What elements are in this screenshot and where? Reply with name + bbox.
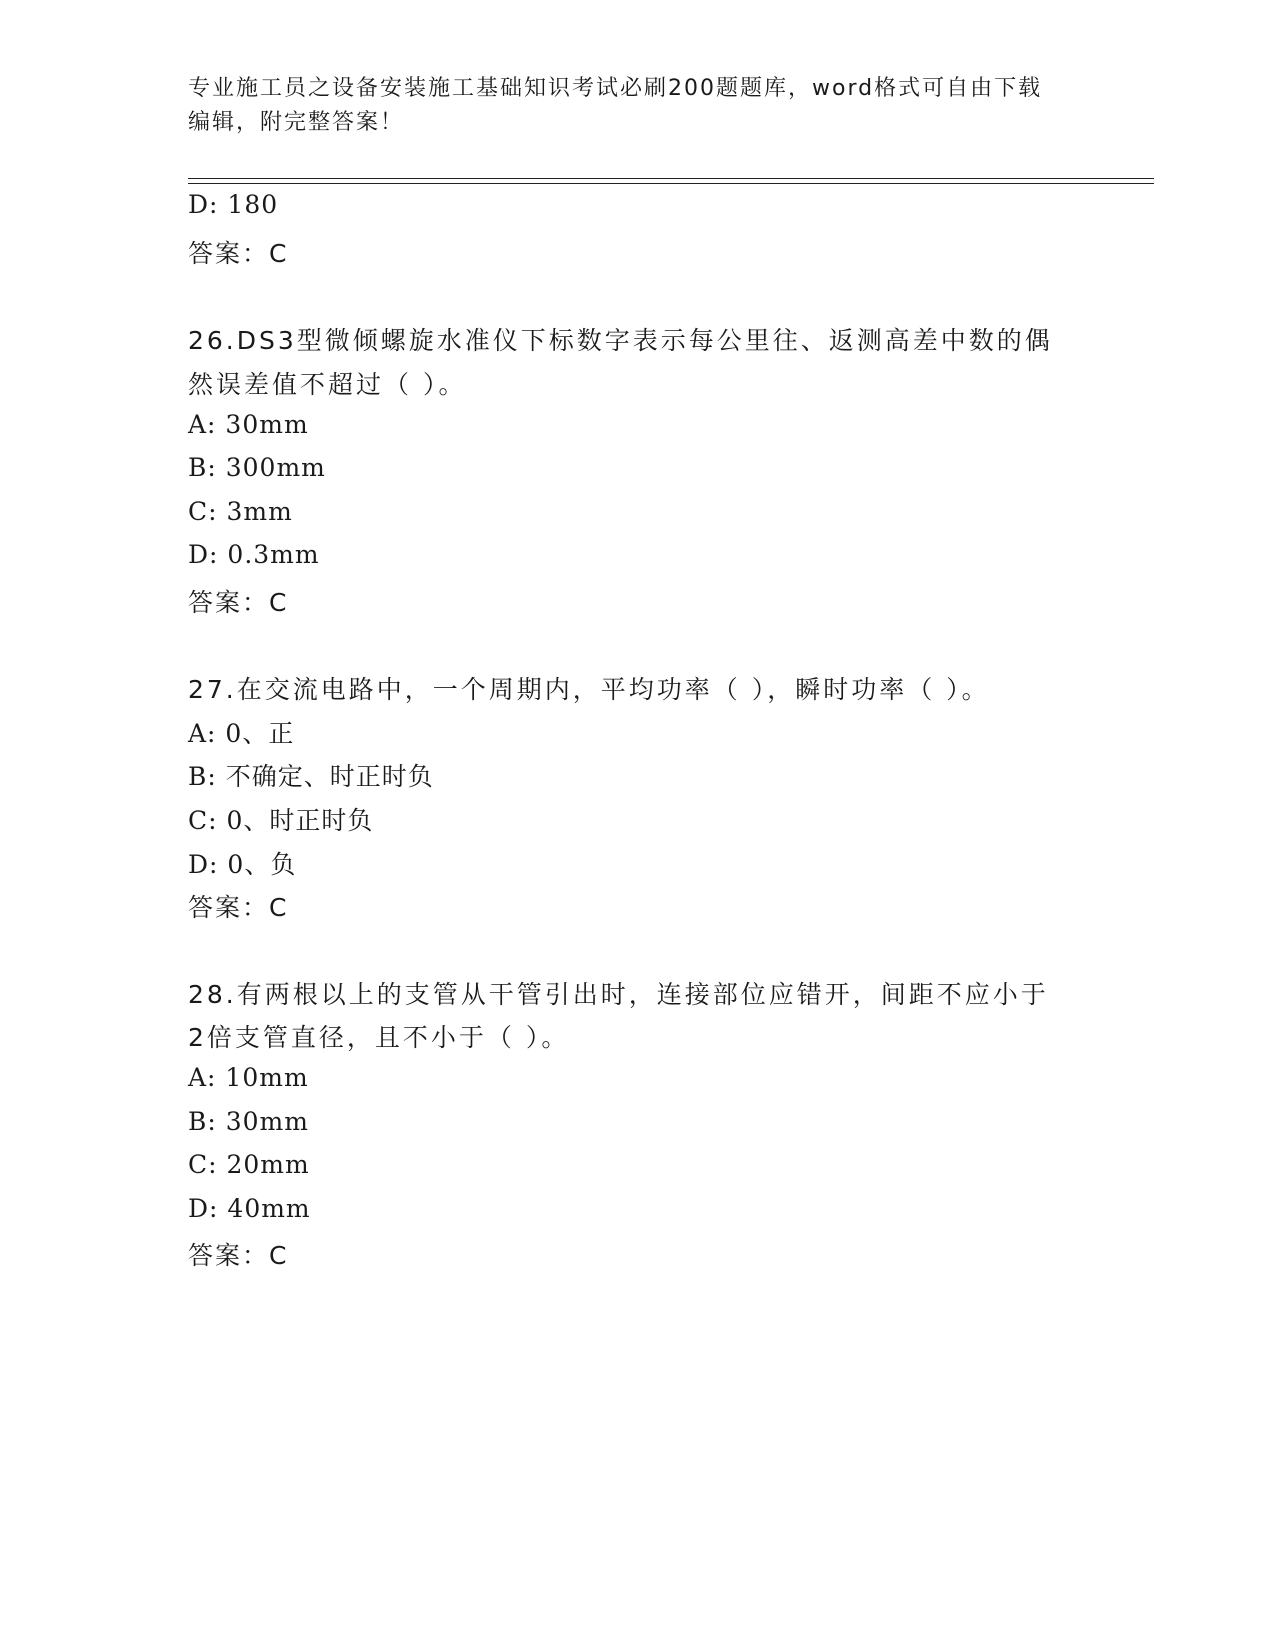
header-line-2: 编辑，附完整答案！ [188,110,405,135]
question-26-stem-line-1: 26.DS3型微倾螺旋水准仪下标数字表示每公里往、返测高差中数的偶 [188,326,1053,355]
question-27-answer: 答案：C [188,893,289,922]
question-26-option-b: B: 300mm [188,453,326,482]
header-line-1: 专业施工员之设备安装施工基础知识考试必刷200题题库，word格式可自由下载 [188,76,1043,101]
question-26-option-c: C: 3mm [188,497,293,526]
question-28-option-a: A: 10mm [188,1063,309,1092]
question-26-stem-line-2: 然误差值不超过（ ）。 [188,370,467,399]
question-28-option-c: C: 20mm [188,1150,310,1179]
question-28-option-d: D: 40mm [188,1194,311,1223]
question-27-option-b: B: 不确定、时正时负 [188,762,434,791]
question-28-stem-line-1: 28.有两根以上的支管从干管引出时，连接部位应错开，间距不应小于 [188,980,1049,1009]
question-26-answer: 答案：C [188,588,289,617]
question-28-stem-line-2: 2倍支管直径，且不小于（ ）。 [188,1023,570,1052]
prev-option-d: D: 180 [188,190,279,219]
header-divider-top [188,178,1154,179]
question-27-option-a: A: 0、正 [188,719,295,748]
header-divider-bottom [188,183,1154,184]
question-26-option-d: D: 0.3mm [188,540,320,569]
question-26-option-a: A: 30mm [188,410,309,439]
question-28-option-b: B: 30mm [188,1107,309,1136]
question-27-option-c: C: 0、时正时负 [188,806,374,835]
question-27-stem-line-1: 27.在交流电路中，一个周期内，平均功率（ ），瞬时功率（ ）。 [188,675,990,704]
prev-answer: 答案：C [188,239,289,268]
document-header [188,72,1088,140]
question-28-answer: 答案：C [188,1241,289,1270]
question-27-option-d: D: 0、负 [188,850,297,879]
